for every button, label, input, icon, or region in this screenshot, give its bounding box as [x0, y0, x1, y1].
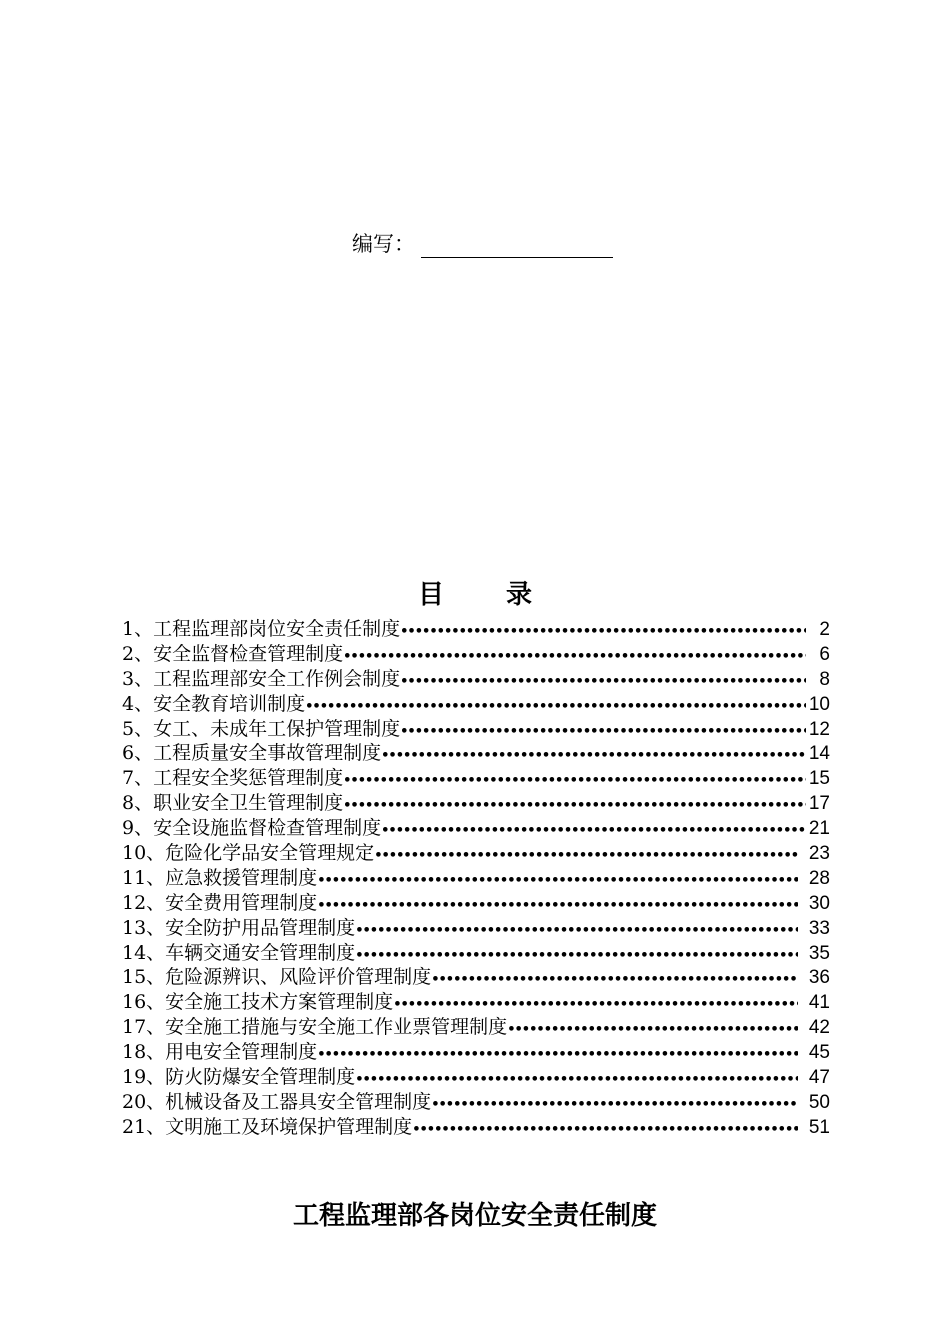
toc-entry-title: 19、防火防爆安全管理制度	[122, 1066, 356, 1089]
toc-dot-leader	[431, 1093, 798, 1118]
toc-entry[interactable]	[122, 990, 830, 1015]
toc-entry-title: 9、安全设施监督检查管理制度	[122, 817, 382, 840]
toc-entry-page: 17	[808, 793, 830, 815]
toc-dot-leader	[317, 894, 798, 919]
toc-entry-title: 2、安全监督检查管理制度	[122, 642, 344, 665]
toc-entry-page: 33	[808, 917, 830, 939]
toc-entry-title: 20、机械设备及工器具安全管理制度	[122, 1090, 432, 1113]
toc-entry[interactable]	[122, 1115, 830, 1140]
toc-dot-leader	[381, 744, 806, 769]
toc-entry[interactable]	[122, 1040, 830, 1065]
toc-entry[interactable]	[122, 642, 830, 667]
toc-dot-leader	[412, 1118, 798, 1143]
toc-dot-leader	[381, 819, 806, 844]
toc-entry-page: 41	[808, 992, 830, 1014]
author-line	[352, 228, 613, 258]
toc-entry[interactable]	[122, 1090, 830, 1115]
toc-entry-title: 3、工程监理部安全工作例会制度	[122, 667, 401, 690]
toc-entry-page: 21	[808, 818, 830, 840]
toc-entry[interactable]	[122, 841, 830, 866]
toc-entry-page: 23	[808, 843, 830, 865]
toc-entry-page: 47	[808, 1067, 830, 1089]
toc-entry-title: 1、工程监理部岗位安全责任制度	[122, 618, 401, 640]
author-blank-underline	[421, 235, 613, 258]
toc-entry[interactable]	[122, 891, 830, 916]
toc-entry[interactable]	[122, 866, 830, 891]
toc-entry-page: 15	[808, 768, 830, 790]
toc-entry-page: 36	[808, 967, 830, 989]
toc-entry-title: 10、危险化学品安全管理规定	[122, 842, 375, 865]
toc-entry[interactable]	[122, 667, 830, 692]
toc-entry[interactable]	[122, 916, 830, 941]
toc-entry-page: 12	[808, 718, 830, 740]
toc-dot-leader	[374, 844, 798, 869]
toc-list	[122, 617, 830, 1140]
toc-entry-page: 6	[819, 643, 830, 665]
toc-entry-title: 15、危险源辨识、风险评价管理制度	[122, 966, 432, 989]
toc-entry-page: 30	[808, 892, 830, 914]
toc-dot-leader	[400, 670, 806, 695]
toc-dot-leader	[317, 869, 798, 894]
toc-entry-page: 28	[808, 867, 830, 889]
toc-dot-leader	[400, 620, 806, 645]
toc-entry-page: 8	[819, 668, 830, 690]
toc-entry-title: 13、安全防护用品管理制度	[122, 916, 356, 939]
toc-title-right: 录	[506, 580, 533, 610]
toc-dot-leader	[317, 1043, 798, 1068]
toc-entry[interactable]	[122, 766, 830, 791]
toc-entry[interactable]	[122, 1065, 830, 1090]
toc-dot-leader	[343, 794, 806, 819]
toc-entry-page: 50	[808, 1091, 830, 1113]
toc-dot-leader	[343, 769, 806, 794]
toc-dot-leader	[355, 919, 798, 944]
toc-entry-title: 4、安全教育培训制度	[122, 692, 306, 715]
toc-entry-page: 10	[808, 693, 830, 715]
toc-dot-leader	[400, 720, 806, 745]
toc-title	[0, 574, 950, 611]
toc-entry[interactable]	[122, 692, 830, 717]
toc-entry[interactable]	[122, 816, 830, 841]
toc-entry-page: 42	[808, 1017, 830, 1039]
toc-entry-title: 17、安全施工措施与安全施工作业票管理制度	[122, 1016, 508, 1039]
toc-entry-title: 18、用电安全管理制度	[122, 1041, 318, 1064]
toc-dot-leader	[507, 1018, 798, 1043]
toc-entry-title: 5、女工、未成年工保护管理制度	[122, 717, 401, 740]
toc-entry-page: 45	[808, 1042, 830, 1064]
toc-entry[interactable]	[122, 617, 830, 642]
toc-entry[interactable]	[122, 741, 830, 766]
toc-entry-title: 7、工程安全奖惩管理制度	[122, 767, 344, 790]
section-heading: 工程监理部各岗位安全责任制度	[292, 1201, 657, 1231]
toc-entry-title: 11、应急救援管理制度	[122, 866, 318, 889]
toc-entry[interactable]	[122, 965, 830, 990]
toc-entry[interactable]	[122, 717, 830, 742]
toc-entry-page: 2	[819, 619, 830, 640]
toc-entry-title: 16、安全施工技术方案管理制度	[122, 991, 394, 1014]
toc-title-left: 目	[417, 580, 444, 610]
toc-entry[interactable]	[122, 941, 830, 966]
toc-entry-page: 51	[808, 1116, 830, 1138]
toc-entry[interactable]	[122, 1015, 830, 1040]
toc-entry-title: 21、文明施工及环境保护管理制度	[122, 1115, 413, 1138]
toc-dot-leader	[431, 968, 798, 993]
toc-entry-page: 35	[808, 942, 830, 964]
toc-entry-title: 12、安全费用管理制度	[122, 891, 318, 914]
toc-entry[interactable]	[122, 791, 830, 816]
toc-entry-title: 14、车辆交通安全管理制度	[122, 941, 356, 964]
toc-entry-page: 14	[808, 743, 830, 765]
toc-entry-title: 6、工程质量安全事故管理制度	[122, 742, 382, 765]
toc-dot-leader	[343, 645, 806, 670]
author-label: 编写：	[352, 232, 415, 256]
toc-entry-title: 8、职业安全卫生管理制度	[122, 792, 344, 815]
